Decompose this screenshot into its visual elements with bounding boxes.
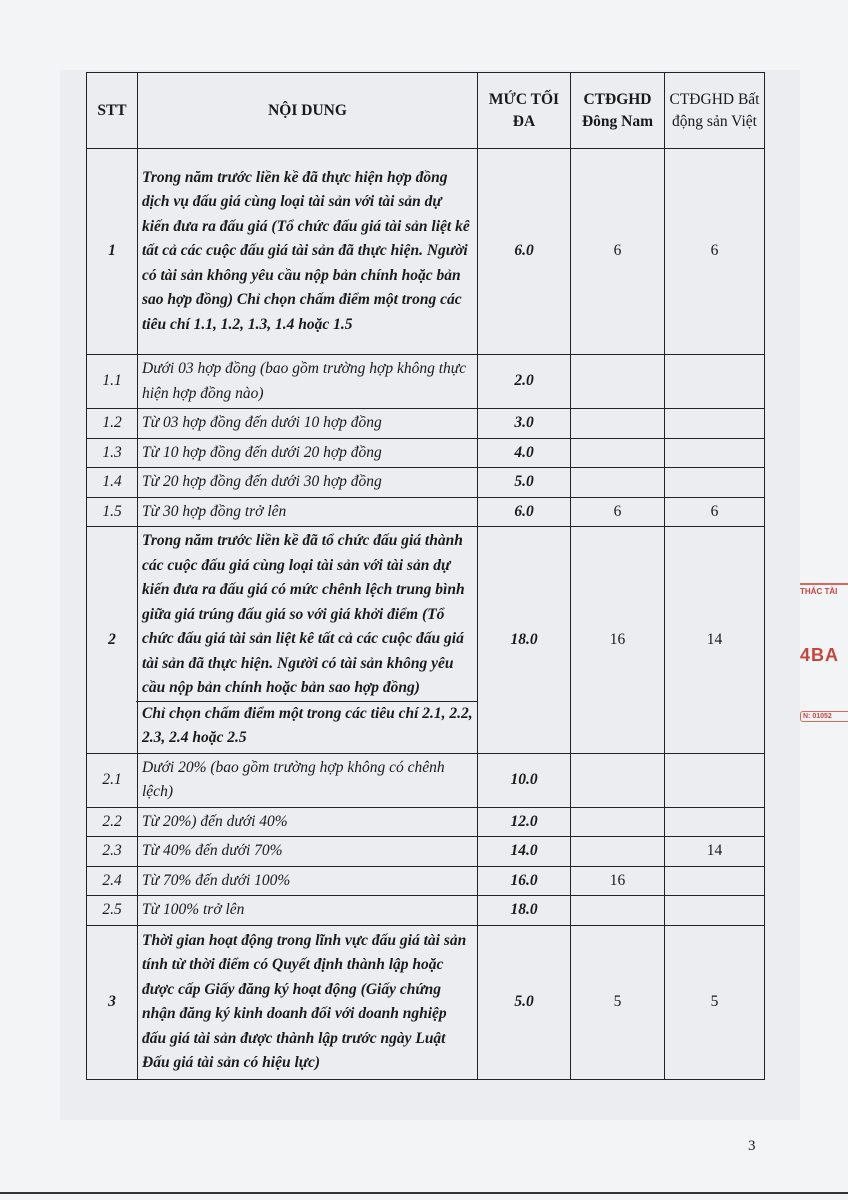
row-score-bds-viet — [665, 896, 765, 926]
row-max-score: 10.0 — [478, 753, 571, 807]
row-score-dong-nam: 5 — [571, 925, 665, 1079]
row-content: Từ 70% đến dưới 100% — [138, 866, 478, 896]
row-max-score: 18.0 — [478, 527, 571, 754]
row-max-score: 5.0 — [478, 468, 571, 498]
row-content: Từ 10 hợp đồng đến dưới 20 hợp đồng — [138, 438, 478, 468]
table-row — [87, 468, 765, 498]
row-score-bds-viet: 6 — [665, 149, 765, 355]
row-score-bds-viet — [665, 468, 765, 498]
row-content: Dưới 20% (bao gồm trường hợp không có chênh lệch) — [138, 753, 478, 807]
row-content: Dưới 03 hợp đồng (bao gồm trường hợp không thực hiện hợp đồng nào) — [138, 355, 478, 409]
row-score-bds-viet — [665, 409, 765, 439]
row-content: Từ 20%) đến dưới 40% — [138, 807, 478, 837]
header-content: NỘI DUNG — [138, 73, 478, 149]
row-score-dong-nam: 16 — [571, 866, 665, 896]
row-stt: 2.4 — [87, 866, 138, 896]
header-max: MỨC TỐI ĐA — [478, 73, 571, 149]
row-content — [138, 527, 478, 754]
row-stt: 1.5 — [87, 497, 138, 527]
row-stt: 1.1 — [87, 355, 138, 409]
header-stt: STT — [87, 73, 138, 149]
row-max-score: 16.0 — [478, 866, 571, 896]
header-bds-viet: CTĐGHD Bất động sản Việt — [665, 73, 765, 149]
table-row — [87, 497, 765, 527]
page-number: 3 — [748, 1138, 756, 1154]
table-row — [87, 807, 765, 837]
row-score-dong-nam: 6 — [571, 497, 665, 527]
row-stt: 2.2 — [87, 807, 138, 837]
row-stt: 1.2 — [87, 409, 138, 439]
table-row — [87, 866, 765, 896]
table-row — [87, 409, 765, 439]
row-stt: 3 — [87, 925, 138, 1079]
table-row — [87, 149, 765, 355]
row-score-dong-nam: 16 — [571, 527, 665, 754]
row-content: Từ 20 hợp đồng đến dưới 30 hợp đồng — [138, 468, 478, 498]
row-max-score: 4.0 — [478, 438, 571, 468]
row-content: Từ 30 hợp đồng trở lên — [138, 497, 478, 527]
row-stt: 2 — [87, 527, 138, 754]
row-content: Từ 03 hợp đồng đến dưới 10 hợp đồng — [138, 409, 478, 439]
header-dong-nam: CTĐGHD Đông Nam — [571, 73, 665, 149]
row-score-bds-viet: 6 — [665, 497, 765, 527]
row-score-bds-viet — [665, 438, 765, 468]
row-max-score: 14.0 — [478, 837, 571, 867]
row-score-bds-viet: 14 — [665, 837, 765, 867]
table-row — [87, 355, 765, 409]
table-row — [87, 925, 765, 1079]
row-score-bds-viet — [665, 355, 765, 409]
row-content: Từ 40% đến dưới 70% — [138, 837, 478, 867]
row-score-dong-nam — [571, 896, 665, 926]
row-score-dong-nam — [571, 753, 665, 807]
row-max-score: 6.0 — [478, 497, 571, 527]
row-content: Trong năm trước liền kề đã thực hiện hợp đồng dịch vụ đấu giá cùng loại tài sản với tài sản dự kiến đưa ra đấu giá (Tổ chức đấu giá tài sản liệt kê tất cả các cuộc đấu giá tài sản đã thực hiện. Người có tài sản không yêu cầu nộp bản chính hoặc bản sao hợp đồng) Chỉ chọn chấm điểm một trong các tiêu chí 1.1, 1.2, 1.3, 1.4 hoặc 1.5 — [138, 149, 478, 355]
scan-edge — [0, 1192, 848, 1194]
row-score-dong-nam — [571, 355, 665, 409]
row-max-score: 6.0 — [478, 149, 571, 355]
row-stt: 1.3 — [87, 438, 138, 468]
row-score-dong-nam — [571, 807, 665, 837]
row-stt: 1 — [87, 149, 138, 355]
row-score-bds-viet — [665, 807, 765, 837]
row-score-bds-viet: 5 — [665, 925, 765, 1079]
table-row — [87, 753, 765, 807]
row-stt: 2.5 — [87, 896, 138, 926]
row-score-dong-nam — [571, 837, 665, 867]
row-content-main: Trong năm trước liền kề đã tổ chức đấu giá thành các cuộc đấu giá cùng loại tài sản với tài sản dự kiến đưa ra đấu giá có mức chênh lệch trung bình giữa giá trúng đấu giá so với giá khởi điểm (Tổ chức đấu giá tài sản liệt kê tất cả các cuộc đấu giá tài sản đã thực hiện. Người có tài sản không yêu cầu nộp bản chính hoặc bản sao hợp đồng) — [142, 532, 465, 696]
row-max-score: 3.0 — [478, 409, 571, 439]
row-score-dong-nam — [571, 468, 665, 498]
row-content-note: Chỉ chọn chấm điểm một trong các tiêu chí 2.1, 2.2, 2.3, 2.4 hoặc 2.5 — [136, 701, 477, 751]
row-stt: 2.3 — [87, 837, 138, 867]
row-content: Từ 100% trở lên — [138, 896, 478, 926]
row-stt: 2.1 — [87, 753, 138, 807]
row-score-dong-nam: 6 — [571, 149, 665, 355]
scoring-table — [86, 72, 765, 1080]
stamp-fragment-code: N: 01052 — [800, 711, 848, 722]
row-score-dong-nam — [571, 438, 665, 468]
table-header-row — [87, 73, 765, 149]
row-max-score: 12.0 — [478, 807, 571, 837]
row-content: Thời gian hoạt động trong lĩnh vực đấu giá tài sản tính từ thời điểm có Quyết định thành lập hoặc được cấp Giấy đăng ký hoạt động (Giấy chứng nhận đăng ký kinh doanh đối với doanh nghiệp đấu giá tài sản được thành lập trước ngày Luật Đấu giá tài sản có hiệu lực) — [138, 925, 478, 1079]
row-max-score: 5.0 — [478, 925, 571, 1079]
row-stt: 1.4 — [87, 468, 138, 498]
row-max-score: 2.0 — [478, 355, 571, 409]
row-score-dong-nam — [571, 409, 665, 439]
table-row — [87, 527, 765, 754]
row-max-score: 18.0 — [478, 896, 571, 926]
table-row — [87, 837, 765, 867]
stamp-fragment-logo: 4BA — [800, 645, 840, 665]
row-score-bds-viet — [665, 866, 765, 896]
table-row — [87, 896, 765, 926]
row-score-bds-viet: 14 — [665, 527, 765, 754]
stamp-fragment-top: THÁC TÀI — [800, 583, 848, 596]
row-score-bds-viet — [665, 753, 765, 807]
table-row — [87, 438, 765, 468]
